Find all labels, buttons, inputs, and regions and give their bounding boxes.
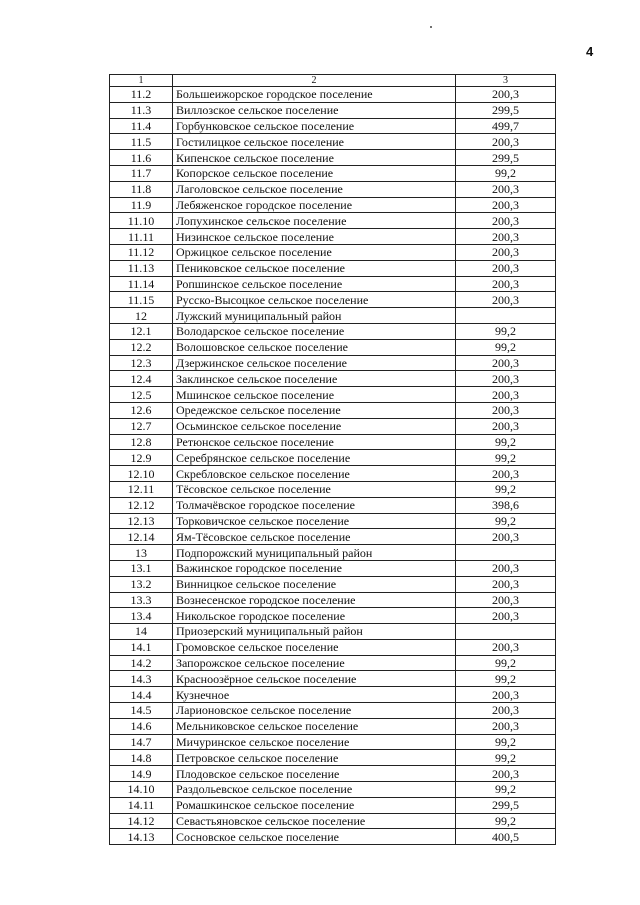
amount-value: 200,3 [456, 687, 556, 703]
table-row [110, 308, 556, 324]
row-number: 13.2 [110, 576, 173, 592]
settlement-name: Русско-Высоцкое сельское поселение [173, 292, 456, 308]
settlement-name: Гостилицкое сельское поселение [173, 134, 456, 150]
row-number: 12.10 [110, 466, 173, 482]
row-number: 14.13 [110, 829, 173, 845]
page-number: 4 [586, 44, 594, 59]
amount-value [456, 308, 556, 324]
settlement-name: Ропшинское сельское поселение [173, 276, 456, 292]
settlement-name: Петровское сельское поселение [173, 750, 456, 766]
settlement-name: Приозерский муниципальный район [173, 624, 456, 640]
row-number: 14.12 [110, 813, 173, 829]
settlement-name: Лаголовское сельское поселение [173, 181, 456, 197]
row-number: 13 [110, 545, 173, 561]
row-number: 11.9 [110, 197, 173, 213]
amount-value: 200,3 [456, 703, 556, 719]
row-number: 12.7 [110, 418, 173, 434]
row-number: 12.2 [110, 339, 173, 355]
settlement-name: Плодовское сельское поселение [173, 766, 456, 782]
settlement-name: Пениковское сельское поселение [173, 260, 456, 276]
scan-speck [430, 26, 432, 28]
settlement-name: Громовское сельское поселение [173, 639, 456, 655]
table-row [110, 560, 556, 576]
settlement-name: Кузнечное [173, 687, 456, 703]
amount-value: 99,2 [456, 513, 556, 529]
amount-value: 200,3 [456, 592, 556, 608]
table-row [110, 624, 556, 640]
settlement-name: Подпорожский муниципальный район [173, 545, 456, 561]
amount-value: 99,2 [456, 671, 556, 687]
table-row [110, 466, 556, 482]
row-number: 12.4 [110, 371, 173, 387]
row-number: 11.3 [110, 102, 173, 118]
amount-value: 99,2 [456, 655, 556, 671]
row-number: 14.3 [110, 671, 173, 687]
amount-value: 200,3 [456, 355, 556, 371]
amount-value: 200,3 [456, 197, 556, 213]
table-row [110, 434, 556, 450]
amount-value: 400,5 [456, 829, 556, 845]
table-row [110, 545, 556, 561]
table-row [110, 339, 556, 355]
row-number: 11.5 [110, 134, 173, 150]
settlement-name: Ретюнское сельское поселение [173, 434, 456, 450]
table-row [110, 402, 556, 418]
table-row [110, 576, 556, 592]
row-number: 12.11 [110, 481, 173, 497]
row-number: 14.7 [110, 734, 173, 750]
amount-value: 200,3 [456, 418, 556, 434]
amount-value: 299,5 [456, 150, 556, 166]
row-number: 11.2 [110, 87, 173, 103]
table-row [110, 355, 556, 371]
amount-value: 200,3 [456, 529, 556, 545]
row-number: 11.10 [110, 213, 173, 229]
table-row [110, 750, 556, 766]
amount-value: 200,3 [456, 229, 556, 245]
table-row [110, 671, 556, 687]
amount-value: 200,3 [456, 292, 556, 308]
settlement-name: Ям-Тёсовское сельское поселение [173, 529, 456, 545]
table-row [110, 766, 556, 782]
settlement-name: Дзержинское сельское поселение [173, 355, 456, 371]
settlement-name: Скребловское сельское поселение [173, 466, 456, 482]
header-cell-value: 3 [456, 75, 556, 87]
row-number: 12 [110, 308, 173, 324]
row-number: 11.6 [110, 150, 173, 166]
amount-value: 200,3 [456, 260, 556, 276]
amount-value: 200,3 [456, 181, 556, 197]
table-row [110, 718, 556, 734]
table-row [110, 829, 556, 845]
row-number: 13.3 [110, 592, 173, 608]
row-number: 11.15 [110, 292, 173, 308]
settlement-name: Ларионовское сельское поселение [173, 703, 456, 719]
row-number: 12.9 [110, 450, 173, 466]
table-body [110, 75, 556, 845]
amount-value: 200,3 [456, 576, 556, 592]
settlement-name: Толмачёвское городское поселение [173, 497, 456, 513]
row-number: 14 [110, 624, 173, 640]
row-number: 11.12 [110, 244, 173, 260]
settlement-name: Красноозёрное сельское поселение [173, 671, 456, 687]
row-number: 11.13 [110, 260, 173, 276]
amount-value: 99,2 [456, 339, 556, 355]
settlement-name: Оржицкое сельское поселение [173, 244, 456, 260]
row-number: 12.13 [110, 513, 173, 529]
settlement-name: Низинское сельское поселение [173, 229, 456, 245]
settlement-name: Копорское сельское поселение [173, 165, 456, 181]
table-row [110, 592, 556, 608]
table-row [110, 418, 556, 434]
settlement-name: Горбунковское сельское поселение [173, 118, 456, 134]
row-number: 11.11 [110, 229, 173, 245]
table-row [110, 608, 556, 624]
table-row [110, 371, 556, 387]
header-cell-name: 2 [173, 75, 456, 87]
row-number: 14.10 [110, 782, 173, 798]
table-row [110, 655, 556, 671]
amount-value: 200,3 [456, 608, 556, 624]
settlement-name: Кипенское сельское поселение [173, 150, 456, 166]
settlement-name: Тёсовское сельское поселение [173, 481, 456, 497]
settlement-name: Волошовское сельское поселение [173, 339, 456, 355]
table-header-row [110, 75, 556, 87]
amount-value: 99,2 [456, 434, 556, 450]
settlement-name: Мшинское сельское поселение [173, 387, 456, 403]
settlement-name: Ромашкинское сельское поселение [173, 797, 456, 813]
row-number: 14.9 [110, 766, 173, 782]
table-row [110, 450, 556, 466]
row-number: 12.6 [110, 402, 173, 418]
amount-value: 200,3 [456, 402, 556, 418]
row-number: 12.12 [110, 497, 173, 513]
table-row [110, 87, 556, 103]
settlement-name: Винницкое сельское поселение [173, 576, 456, 592]
row-number: 11.14 [110, 276, 173, 292]
amount-value: 99,2 [456, 450, 556, 466]
amount-value [456, 545, 556, 561]
settlement-name: Раздольевское сельское поселение [173, 782, 456, 798]
amount-value: 499,7 [456, 118, 556, 134]
table-row [110, 276, 556, 292]
amount-value: 200,3 [456, 134, 556, 150]
amount-value: 99,2 [456, 323, 556, 339]
amount-value: 99,2 [456, 750, 556, 766]
row-number: 11.8 [110, 181, 173, 197]
table-row [110, 150, 556, 166]
settlement-name: Лебяженское городское поселение [173, 197, 456, 213]
table-row [110, 102, 556, 118]
row-number: 11.7 [110, 165, 173, 181]
table-row [110, 118, 556, 134]
amount-value [456, 624, 556, 640]
table-row [110, 229, 556, 245]
settlement-name: Виллозское сельское поселение [173, 102, 456, 118]
table-row [110, 687, 556, 703]
settlement-name: Вознесенское городское поселение [173, 592, 456, 608]
row-number: 14.5 [110, 703, 173, 719]
amount-value: 200,3 [456, 213, 556, 229]
header-cell-number: 1 [110, 75, 173, 87]
settlements-table [109, 74, 556, 845]
table-row [110, 181, 556, 197]
settlement-name: Торковичское сельское поселение [173, 513, 456, 529]
table-row [110, 782, 556, 798]
table-row [110, 387, 556, 403]
row-number: 14.4 [110, 687, 173, 703]
settlement-name: Лужский муниципальный район [173, 308, 456, 324]
settlement-name: Запорожское сельское поселение [173, 655, 456, 671]
table-row [110, 213, 556, 229]
table-row [110, 481, 556, 497]
amount-value: 200,3 [456, 276, 556, 292]
amount-value: 99,2 [456, 782, 556, 798]
settlement-name: Никольское городское поселение [173, 608, 456, 624]
table-row [110, 797, 556, 813]
table-row [110, 734, 556, 750]
amount-value: 99,2 [456, 165, 556, 181]
amount-value: 299,5 [456, 797, 556, 813]
table-row [110, 134, 556, 150]
row-number: 12.8 [110, 434, 173, 450]
row-number: 12.5 [110, 387, 173, 403]
table-row [110, 529, 556, 545]
table-row [110, 513, 556, 529]
row-number: 12.1 [110, 323, 173, 339]
settlement-name: Заклинское сельское поселение [173, 371, 456, 387]
amount-value: 99,2 [456, 481, 556, 497]
amount-value: 299,5 [456, 102, 556, 118]
amount-value: 200,3 [456, 766, 556, 782]
table-row [110, 639, 556, 655]
amount-value: 200,3 [456, 560, 556, 576]
settlement-name: Мельниковское сельское поселение [173, 718, 456, 734]
row-number: 12.14 [110, 529, 173, 545]
row-number: 14.11 [110, 797, 173, 813]
row-number: 13.1 [110, 560, 173, 576]
row-number: 13.4 [110, 608, 173, 624]
settlement-name: Лопухинское сельское поселение [173, 213, 456, 229]
table-row [110, 813, 556, 829]
table-row [110, 703, 556, 719]
row-number: 11.4 [110, 118, 173, 134]
settlement-name: Сосновское сельское поселение [173, 829, 456, 845]
table-row [110, 165, 556, 181]
amount-value: 200,3 [456, 244, 556, 260]
settlement-name: Володарское сельское поселение [173, 323, 456, 339]
table-row [110, 244, 556, 260]
settlement-name: Важинское городское поселение [173, 560, 456, 576]
table-row [110, 497, 556, 513]
amount-value: 200,3 [456, 718, 556, 734]
amount-value: 200,3 [456, 639, 556, 655]
settlement-name: Серебрянское сельское поселение [173, 450, 456, 466]
amount-value: 200,3 [456, 87, 556, 103]
table-row [110, 197, 556, 213]
amount-value: 200,3 [456, 371, 556, 387]
row-number: 14.8 [110, 750, 173, 766]
row-number: 14.1 [110, 639, 173, 655]
settlement-name: Мичуринское сельское поселение [173, 734, 456, 750]
table-row [110, 292, 556, 308]
row-number: 12.3 [110, 355, 173, 371]
settlement-name: Оредежское сельское поселение [173, 402, 456, 418]
table-row [110, 260, 556, 276]
settlement-name: Севастьяновское сельское поселение [173, 813, 456, 829]
amount-value: 200,3 [456, 387, 556, 403]
amount-value: 200,3 [456, 466, 556, 482]
row-number: 14.2 [110, 655, 173, 671]
amount-value: 99,2 [456, 734, 556, 750]
settlement-name: Большеижорское городское поселение [173, 87, 456, 103]
amount-value: 99,2 [456, 813, 556, 829]
settlement-name: Осьминское сельское поселение [173, 418, 456, 434]
amount-value: 398,6 [456, 497, 556, 513]
row-number: 14.6 [110, 718, 173, 734]
table-row [110, 323, 556, 339]
